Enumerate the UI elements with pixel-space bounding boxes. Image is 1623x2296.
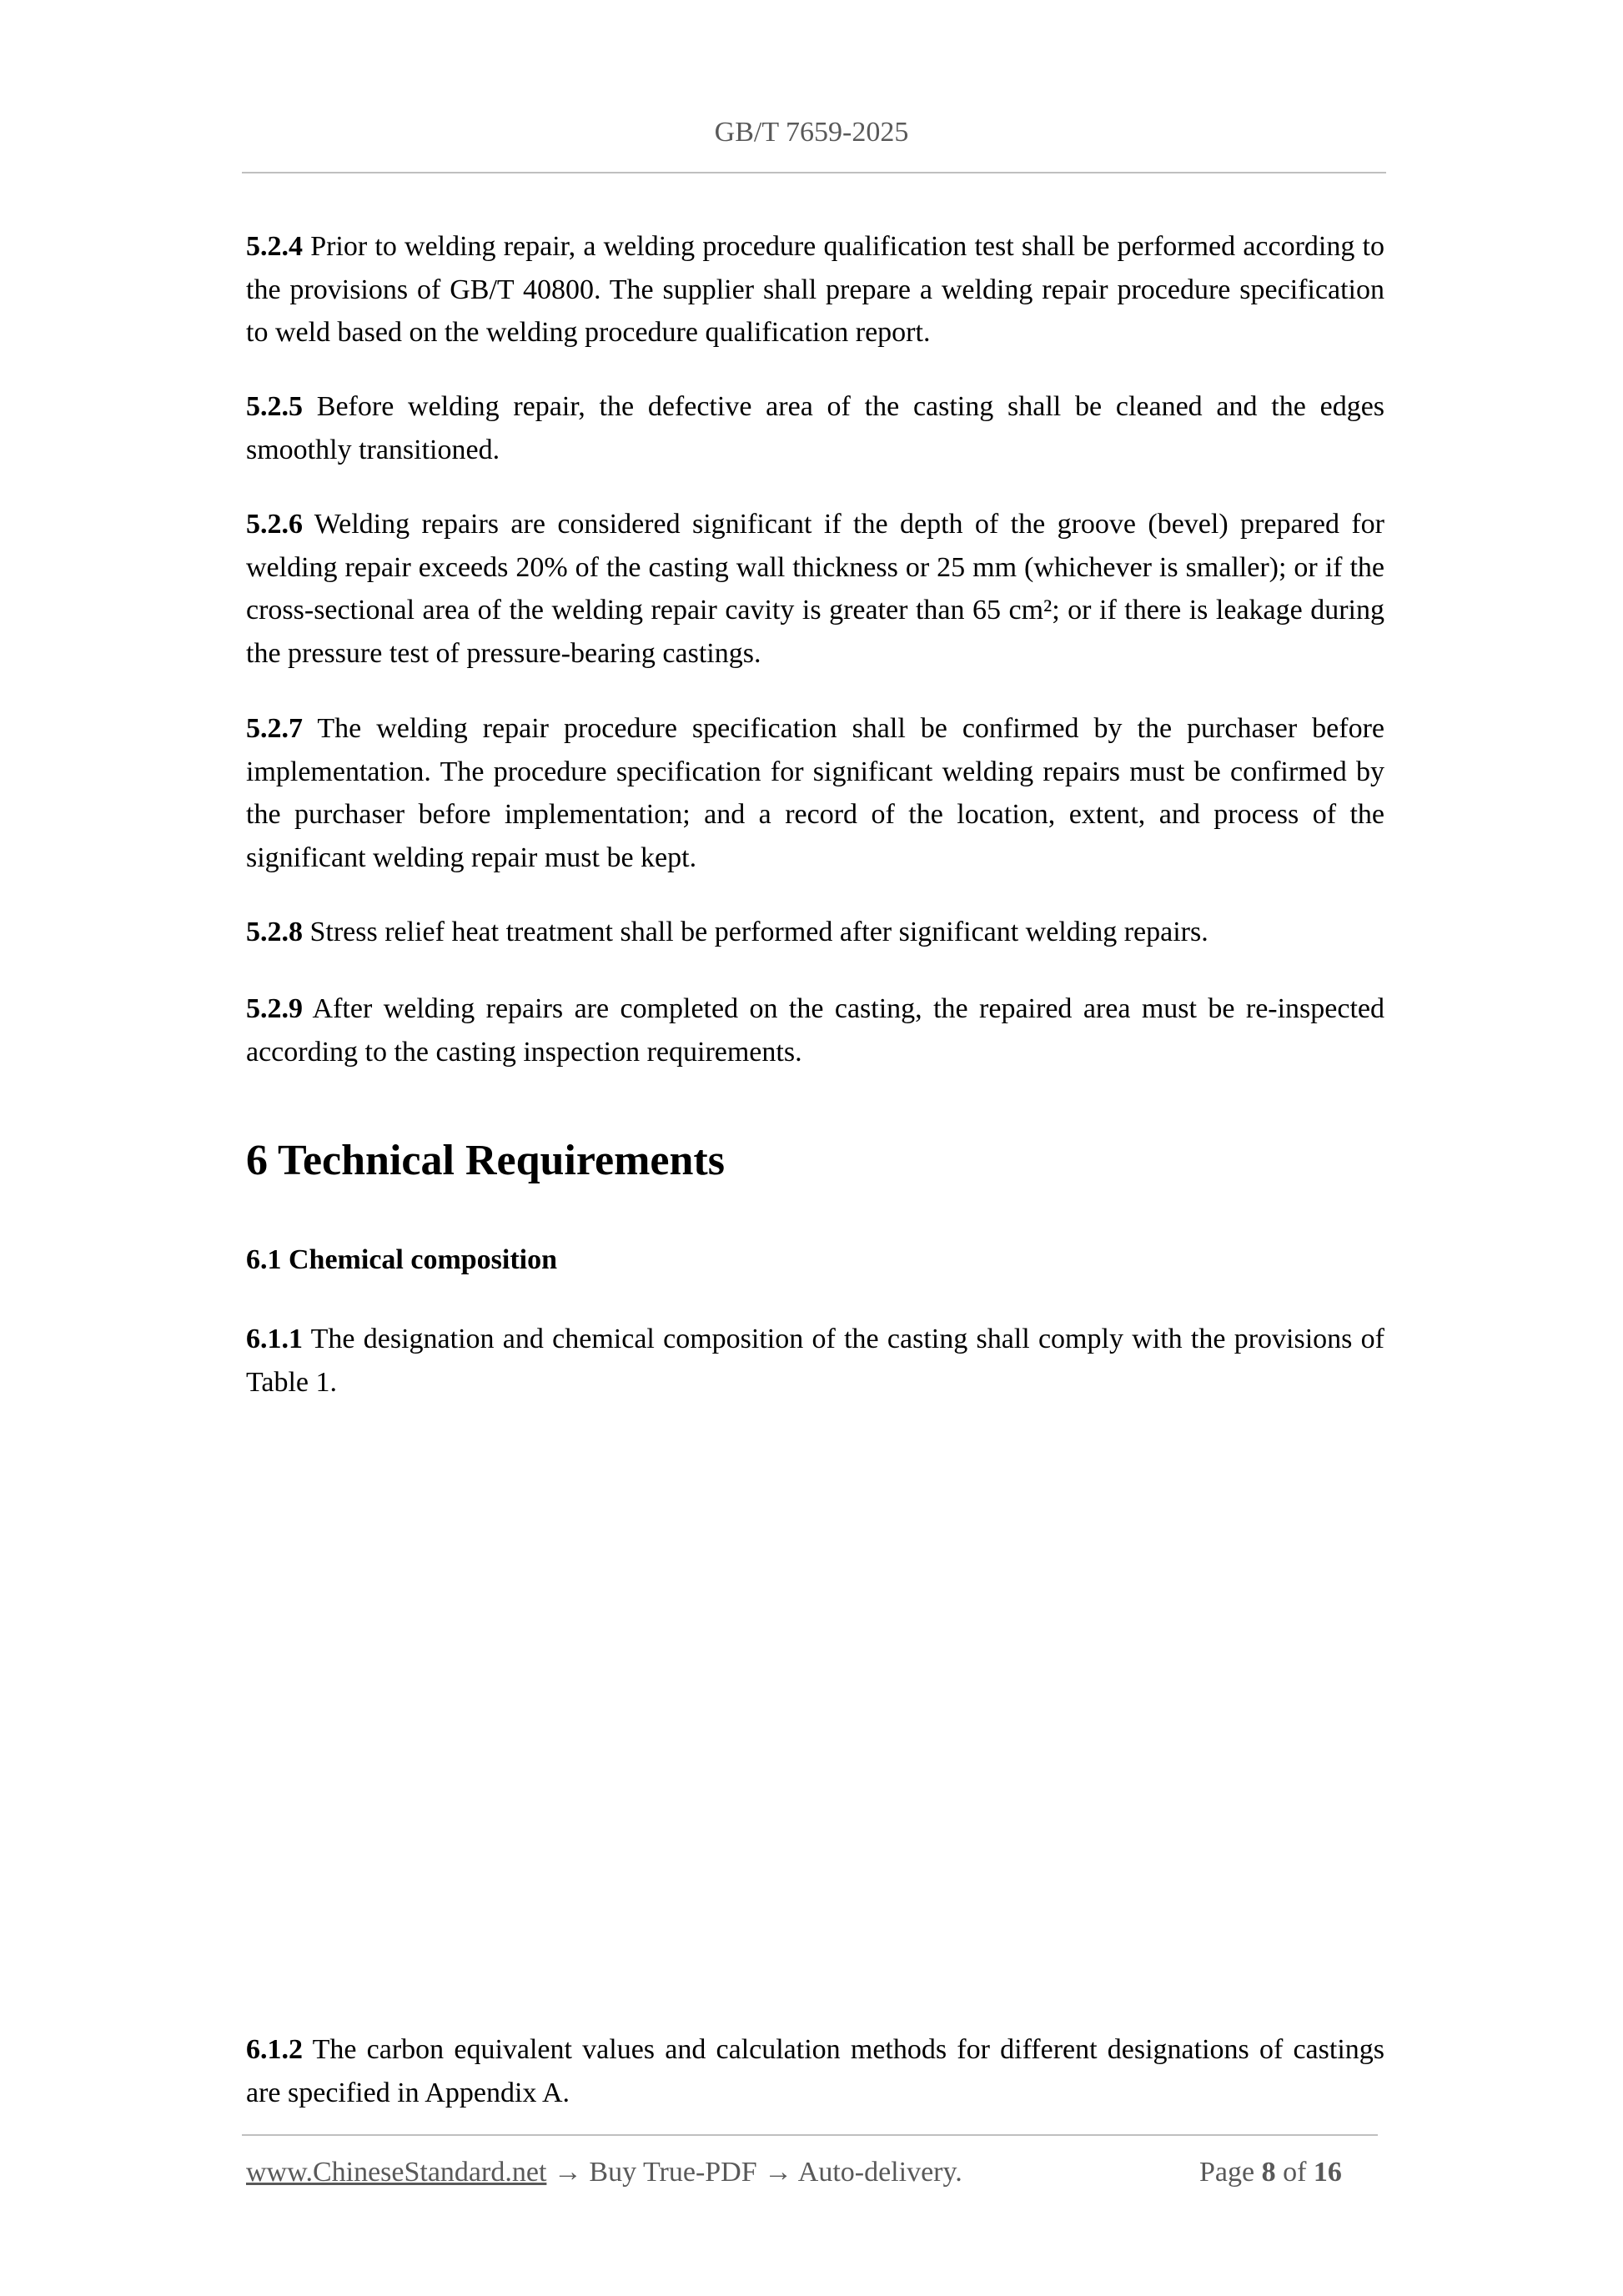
section-heading: 6.1 Chemical composition — [246, 1244, 558, 1275]
buy-text: Buy True-PDF — [589, 2157, 757, 2188]
clause-5-2-5 — [246, 385, 1384, 471]
clause-5-2-9 — [246, 987, 1384, 1073]
clause-text: Stress relief heat treatment shall be performed after significant welding repairs. — [309, 917, 1208, 947]
page-of-label: of — [1283, 2157, 1307, 2188]
clause-5-2-7 — [246, 707, 1384, 879]
page-label: Page — [1199, 2157, 1255, 2188]
clause-text: The carbon equivalent values and calculation methods for different designations of castings are specified in Appendix A. — [246, 2034, 1385, 2108]
arrow-right-icon: → — [764, 2157, 793, 2188]
clause-6-1-1 — [246, 1318, 1384, 1404]
clause-number: 6.1.1 — [246, 1324, 303, 1354]
clause-number: 6.1.2 — [246, 2034, 303, 2065]
clause-text: The welding repair procedure specification shall be confirmed by the purchaser before implementation. The procedure specification for significant welding repairs must be confirmed by the purchaser before implementation; and a record of the location, extent, and process of the significant welding repair must be kept. — [246, 713, 1384, 873]
chapter-heading: 6 Technical Requirements — [246, 1137, 725, 1184]
clause-text: Before welding repair, the defective area of the casting shall be cleaned and the edges smoothly transitioned. — [246, 391, 1385, 465]
clause-6-1-2 — [246, 2028, 1384, 2114]
website-link[interactable]: www.ChineseStandard.net — [246, 2157, 547, 2188]
arrow-right-icon: → — [553, 2157, 582, 2188]
clause-text: Welding repairs are considered significant if the depth of the groove (bevel) prepared for welding repair exceeds 20% of the casting wall thickness or 25 mm (whichever is smaller); or if the cross-sectional area of the welding repair cavity is greater than 65 cm²; or if there is leakage during the pressure test of pressure-bearing castings. — [246, 509, 1384, 669]
clause-5-2-4 — [246, 225, 1384, 354]
clause-5-2-8 — [246, 911, 1384, 954]
clause-number: 5.2.7 — [246, 713, 303, 744]
clause-number: 5.2.6 — [246, 509, 303, 540]
clause-number: 5.2.9 — [246, 993, 303, 1024]
clause-5-2-6 — [246, 503, 1384, 675]
delivery-text: Auto-delivery. — [797, 2157, 962, 2188]
clause-number: 5.2.4 — [246, 231, 303, 262]
page-indicator — [1199, 2157, 1342, 2188]
footer-divider — [242, 2134, 1378, 2136]
header-divider — [242, 172, 1386, 173]
running-header: GB/T 7659-2025 — [714, 117, 909, 148]
clause-number: 5.2.8 — [246, 917, 303, 947]
total-pages: 16 — [1313, 2157, 1342, 2188]
clause-text: After welding repairs are completed on the casting, the repaired area must be re-inspected according to the casting inspection requirements. — [246, 993, 1385, 1068]
footer-promo — [246, 2157, 962, 2188]
current-page: 8 — [1261, 2157, 1276, 2188]
clause-text: Prior to welding repair, a welding procedure qualification test shall be performed according to the provisions of GB/T 40800. The supplier shall prepare a welding repair procedure specification to weld based on the welding procedure qualification report. — [246, 231, 1384, 348]
clause-number: 5.2.5 — [246, 391, 303, 422]
clause-text: The designation and chemical composition of the casting shall comply with the provisions of Table 1. — [246, 1324, 1384, 1398]
